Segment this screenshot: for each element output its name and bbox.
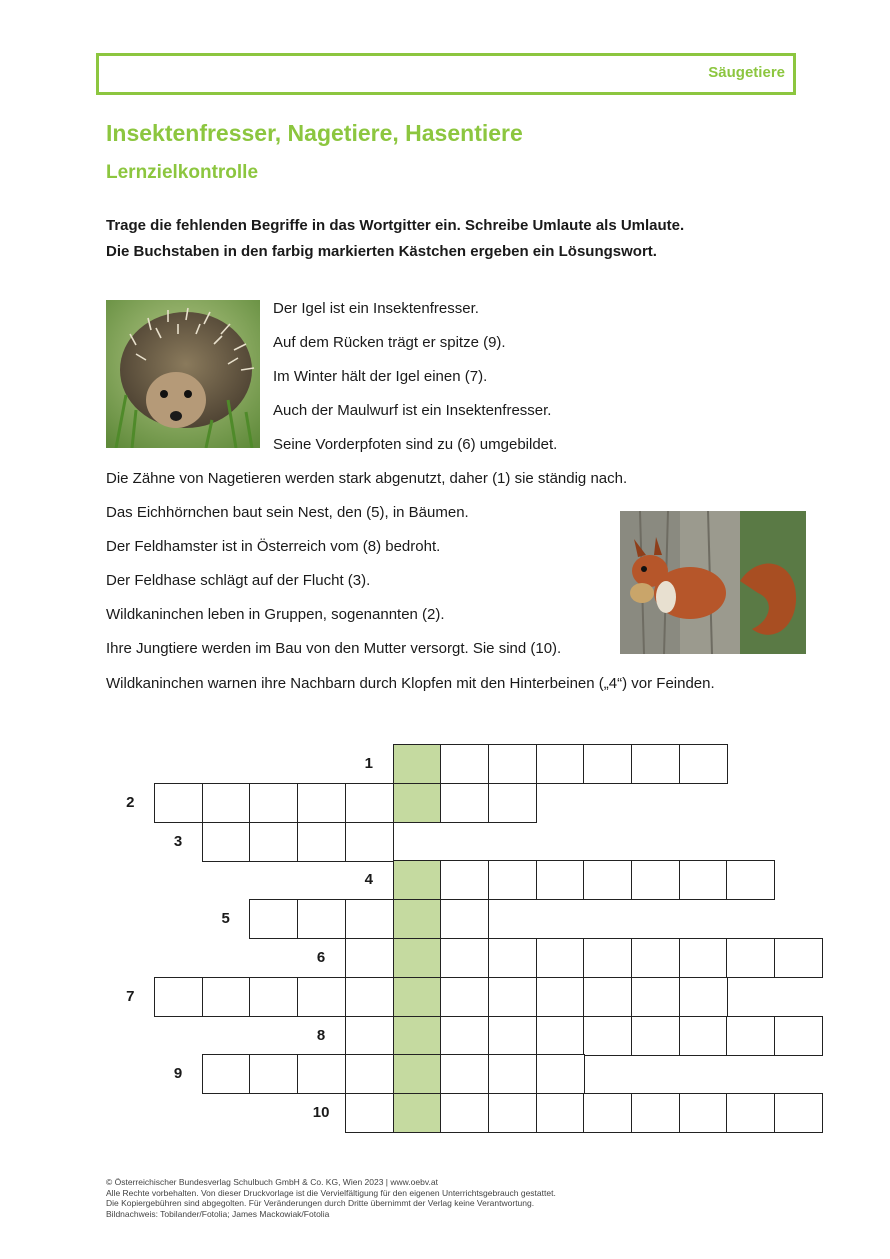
solution-cell[interactable] xyxy=(393,1016,442,1056)
text-line: Auf dem Rücken trägt er spitze (9). xyxy=(273,334,506,351)
footer-line: Bildnachweis: Tobilander/Fotolia; James Mackowiak/Fotolia xyxy=(106,1208,330,1219)
crossword-cell[interactable] xyxy=(488,860,537,900)
crossword-cell[interactable] xyxy=(583,1016,632,1056)
crossword-cell[interactable] xyxy=(488,938,537,978)
solution-cell[interactable] xyxy=(393,783,442,823)
text-line: Wildkaninchen warnen ihre Nachbarn durch Klopfen mit den Hinterbeinen („4“) vor Feinden. xyxy=(106,675,715,692)
crossword-cell[interactable] xyxy=(345,1016,394,1056)
crossword-cell[interactable] xyxy=(583,1093,632,1133)
crossword-cell[interactable] xyxy=(488,1016,537,1056)
text-line: Ihre Jungtiere werden im Bau von den Mutter versorgt. Sie sind (10). xyxy=(106,640,562,657)
crossword-cell[interactable] xyxy=(631,1016,680,1056)
crossword-cell[interactable] xyxy=(631,860,680,900)
crossword-cell[interactable] xyxy=(440,938,489,978)
crossword-cell[interactable] xyxy=(345,938,394,978)
crossword-cell[interactable] xyxy=(440,1093,489,1133)
crossword-cell[interactable] xyxy=(440,899,489,939)
text-line: Der Feldhamster ist in Österreich vom (8) bedroht. xyxy=(106,538,441,555)
solution-cell[interactable] xyxy=(393,1093,442,1133)
crossword-cell[interactable] xyxy=(202,1054,251,1094)
crossword-cell[interactable] xyxy=(249,783,298,823)
instruction-line-1: Trage die fehlenden Begriffe in das Wortgitter ein. Schreibe Umlaute als Umlaute. xyxy=(106,217,685,234)
crossword-cell[interactable] xyxy=(297,1054,346,1094)
clue-number-2: 2 xyxy=(126,793,135,811)
text-line: Die Zähne von Nagetieren werden stark abgenutzt, daher (1) sie ständig nach. xyxy=(106,470,628,487)
crossword-cell[interactable] xyxy=(249,1054,298,1094)
crossword-cell[interactable] xyxy=(345,977,394,1017)
crossword-cell[interactable] xyxy=(774,938,823,978)
crossword-cell[interactable] xyxy=(679,938,728,978)
crossword-cell[interactable] xyxy=(679,1016,728,1056)
crossword-cell[interactable] xyxy=(297,899,346,939)
crossword-cell[interactable] xyxy=(536,1093,585,1133)
crossword-cell[interactable] xyxy=(679,744,728,784)
crossword-cell[interactable] xyxy=(345,822,394,862)
hedgehog-photo xyxy=(106,300,260,448)
clue-number-9: 9 xyxy=(173,1065,183,1083)
crossword-cell[interactable] xyxy=(440,860,489,900)
text-line: Seine Vorderpfoten sind zu (6) umgebildet. xyxy=(273,436,558,453)
crossword-cell[interactable] xyxy=(631,1093,680,1133)
clue-number-8: 8 xyxy=(316,1026,326,1044)
page-title: Insektenfresser, Nagetiere, Hasentiere xyxy=(106,120,523,146)
crossword-cell[interactable] xyxy=(726,938,775,978)
crossword-cell[interactable] xyxy=(202,783,251,823)
crossword-cell[interactable] xyxy=(297,977,346,1017)
crossword-cell[interactable] xyxy=(679,860,728,900)
crossword-cell[interactable] xyxy=(726,1093,775,1133)
clue-number-7: 7 xyxy=(126,987,135,1005)
crossword-cell[interactable] xyxy=(583,938,632,978)
crossword-cell[interactable] xyxy=(536,744,585,784)
crossword-cell[interactable] xyxy=(536,860,585,900)
crossword-cell[interactable] xyxy=(249,899,298,939)
crossword-cell[interactable] xyxy=(297,822,346,862)
solution-cell[interactable] xyxy=(393,1054,442,1094)
crossword-cell[interactable] xyxy=(583,977,632,1017)
crossword-cell[interactable] xyxy=(440,744,489,784)
solution-cell[interactable] xyxy=(393,899,442,939)
crossword-cell[interactable] xyxy=(202,822,251,862)
clue-number-1: 1 xyxy=(364,755,373,772)
crossword-cell[interactable] xyxy=(345,1054,394,1094)
text-line: Auch der Maulwurf ist ein Insektenfresser. xyxy=(273,402,552,419)
clue-number-6: 6 xyxy=(316,949,326,966)
crossword-cell[interactable] xyxy=(249,822,298,862)
crossword-cell[interactable] xyxy=(249,977,298,1017)
section-label: Säugetiere xyxy=(708,64,785,81)
crossword-cell[interactable] xyxy=(297,783,346,823)
footer-line: Alle Rechte vorbehalten. Von dieser Druckvorlage ist die Vervielfältigung für den eigenen Unterrichtsgebrauch gestattet. xyxy=(106,1187,556,1198)
crossword-cell[interactable] xyxy=(774,1016,823,1056)
text-line: Das Eichhörnchen baut sein Nest, den (5), in Bäumen. xyxy=(106,504,469,521)
crossword-cell[interactable] xyxy=(631,938,680,978)
clue-number-10: 10 xyxy=(312,1104,330,1122)
crossword-cell[interactable] xyxy=(536,977,585,1017)
clue-number-3: 3 xyxy=(173,832,183,850)
footer-line: Die Kopiergebühren sind abgegolten. Für Veränderungen durch Dritte übernimmt der Verlag keine Verantwortung. xyxy=(106,1198,535,1208)
crossword-cell[interactable] xyxy=(679,977,728,1017)
solution-cell[interactable] xyxy=(393,744,442,784)
squirrel-photo xyxy=(620,511,806,654)
crossword-cell[interactable] xyxy=(536,1054,585,1094)
crossword-cell[interactable] xyxy=(488,1093,537,1133)
instruction-line-2: Die Buchstaben in den farbig markierten Kästchen ergeben ein Lösungswort. xyxy=(106,243,657,260)
footer-line: © Österreichischer Bundesverlag Schulbuch GmbH & Co. KG, Wien 2023 | www.oebv.at xyxy=(106,1177,438,1187)
crossword-cell[interactable] xyxy=(726,860,775,900)
crossword-cell[interactable] xyxy=(154,977,203,1017)
crossword-cell[interactable] xyxy=(536,938,585,978)
crossword-cell[interactable] xyxy=(631,744,680,784)
crossword-cell[interactable] xyxy=(488,977,537,1017)
solution-cell[interactable] xyxy=(393,938,442,978)
crossword-cell[interactable] xyxy=(345,899,394,939)
clue-number-5: 5 xyxy=(221,910,230,928)
solution-cell[interactable] xyxy=(393,977,442,1017)
text-line: Im Winter hält der Igel einen (7). xyxy=(273,368,488,385)
crossword-cell[interactable] xyxy=(536,1016,585,1056)
crossword-cell[interactable] xyxy=(679,1093,728,1133)
text-line: Der Igel ist ein Insektenfresser. xyxy=(273,300,479,317)
text-line: Wildkaninchen leben in Gruppen, sogenannten (2). xyxy=(106,606,445,623)
crossword-cell[interactable] xyxy=(440,977,489,1017)
crossword-cell[interactable] xyxy=(774,1093,823,1133)
crossword-cell[interactable] xyxy=(488,1054,537,1094)
crossword-cell[interactable] xyxy=(631,977,680,1017)
crossword-cell[interactable] xyxy=(488,744,537,784)
crossword-cell[interactable] xyxy=(345,783,394,823)
crossword-cell[interactable] xyxy=(202,977,251,1017)
crossword-cell[interactable] xyxy=(440,1016,489,1056)
crossword-cell[interactable] xyxy=(440,1054,489,1094)
crossword-cell[interactable] xyxy=(345,1093,394,1133)
footer xyxy=(106,1177,556,1219)
crossword-cell[interactable] xyxy=(440,783,489,823)
header-box xyxy=(96,53,796,95)
crossword-cell[interactable] xyxy=(488,783,537,823)
text-line: Der Feldhase schlägt auf der Flucht (3). xyxy=(106,572,371,589)
crossword-cell[interactable] xyxy=(726,1016,775,1056)
crossword-cell[interactable] xyxy=(154,783,203,823)
page-subtitle: Lernzielkontrolle xyxy=(106,162,259,183)
crossword-cell[interactable] xyxy=(583,860,632,900)
clue-number-4: 4 xyxy=(364,871,373,889)
solution-cell[interactable] xyxy=(393,860,442,900)
crossword-cell[interactable] xyxy=(583,744,632,784)
